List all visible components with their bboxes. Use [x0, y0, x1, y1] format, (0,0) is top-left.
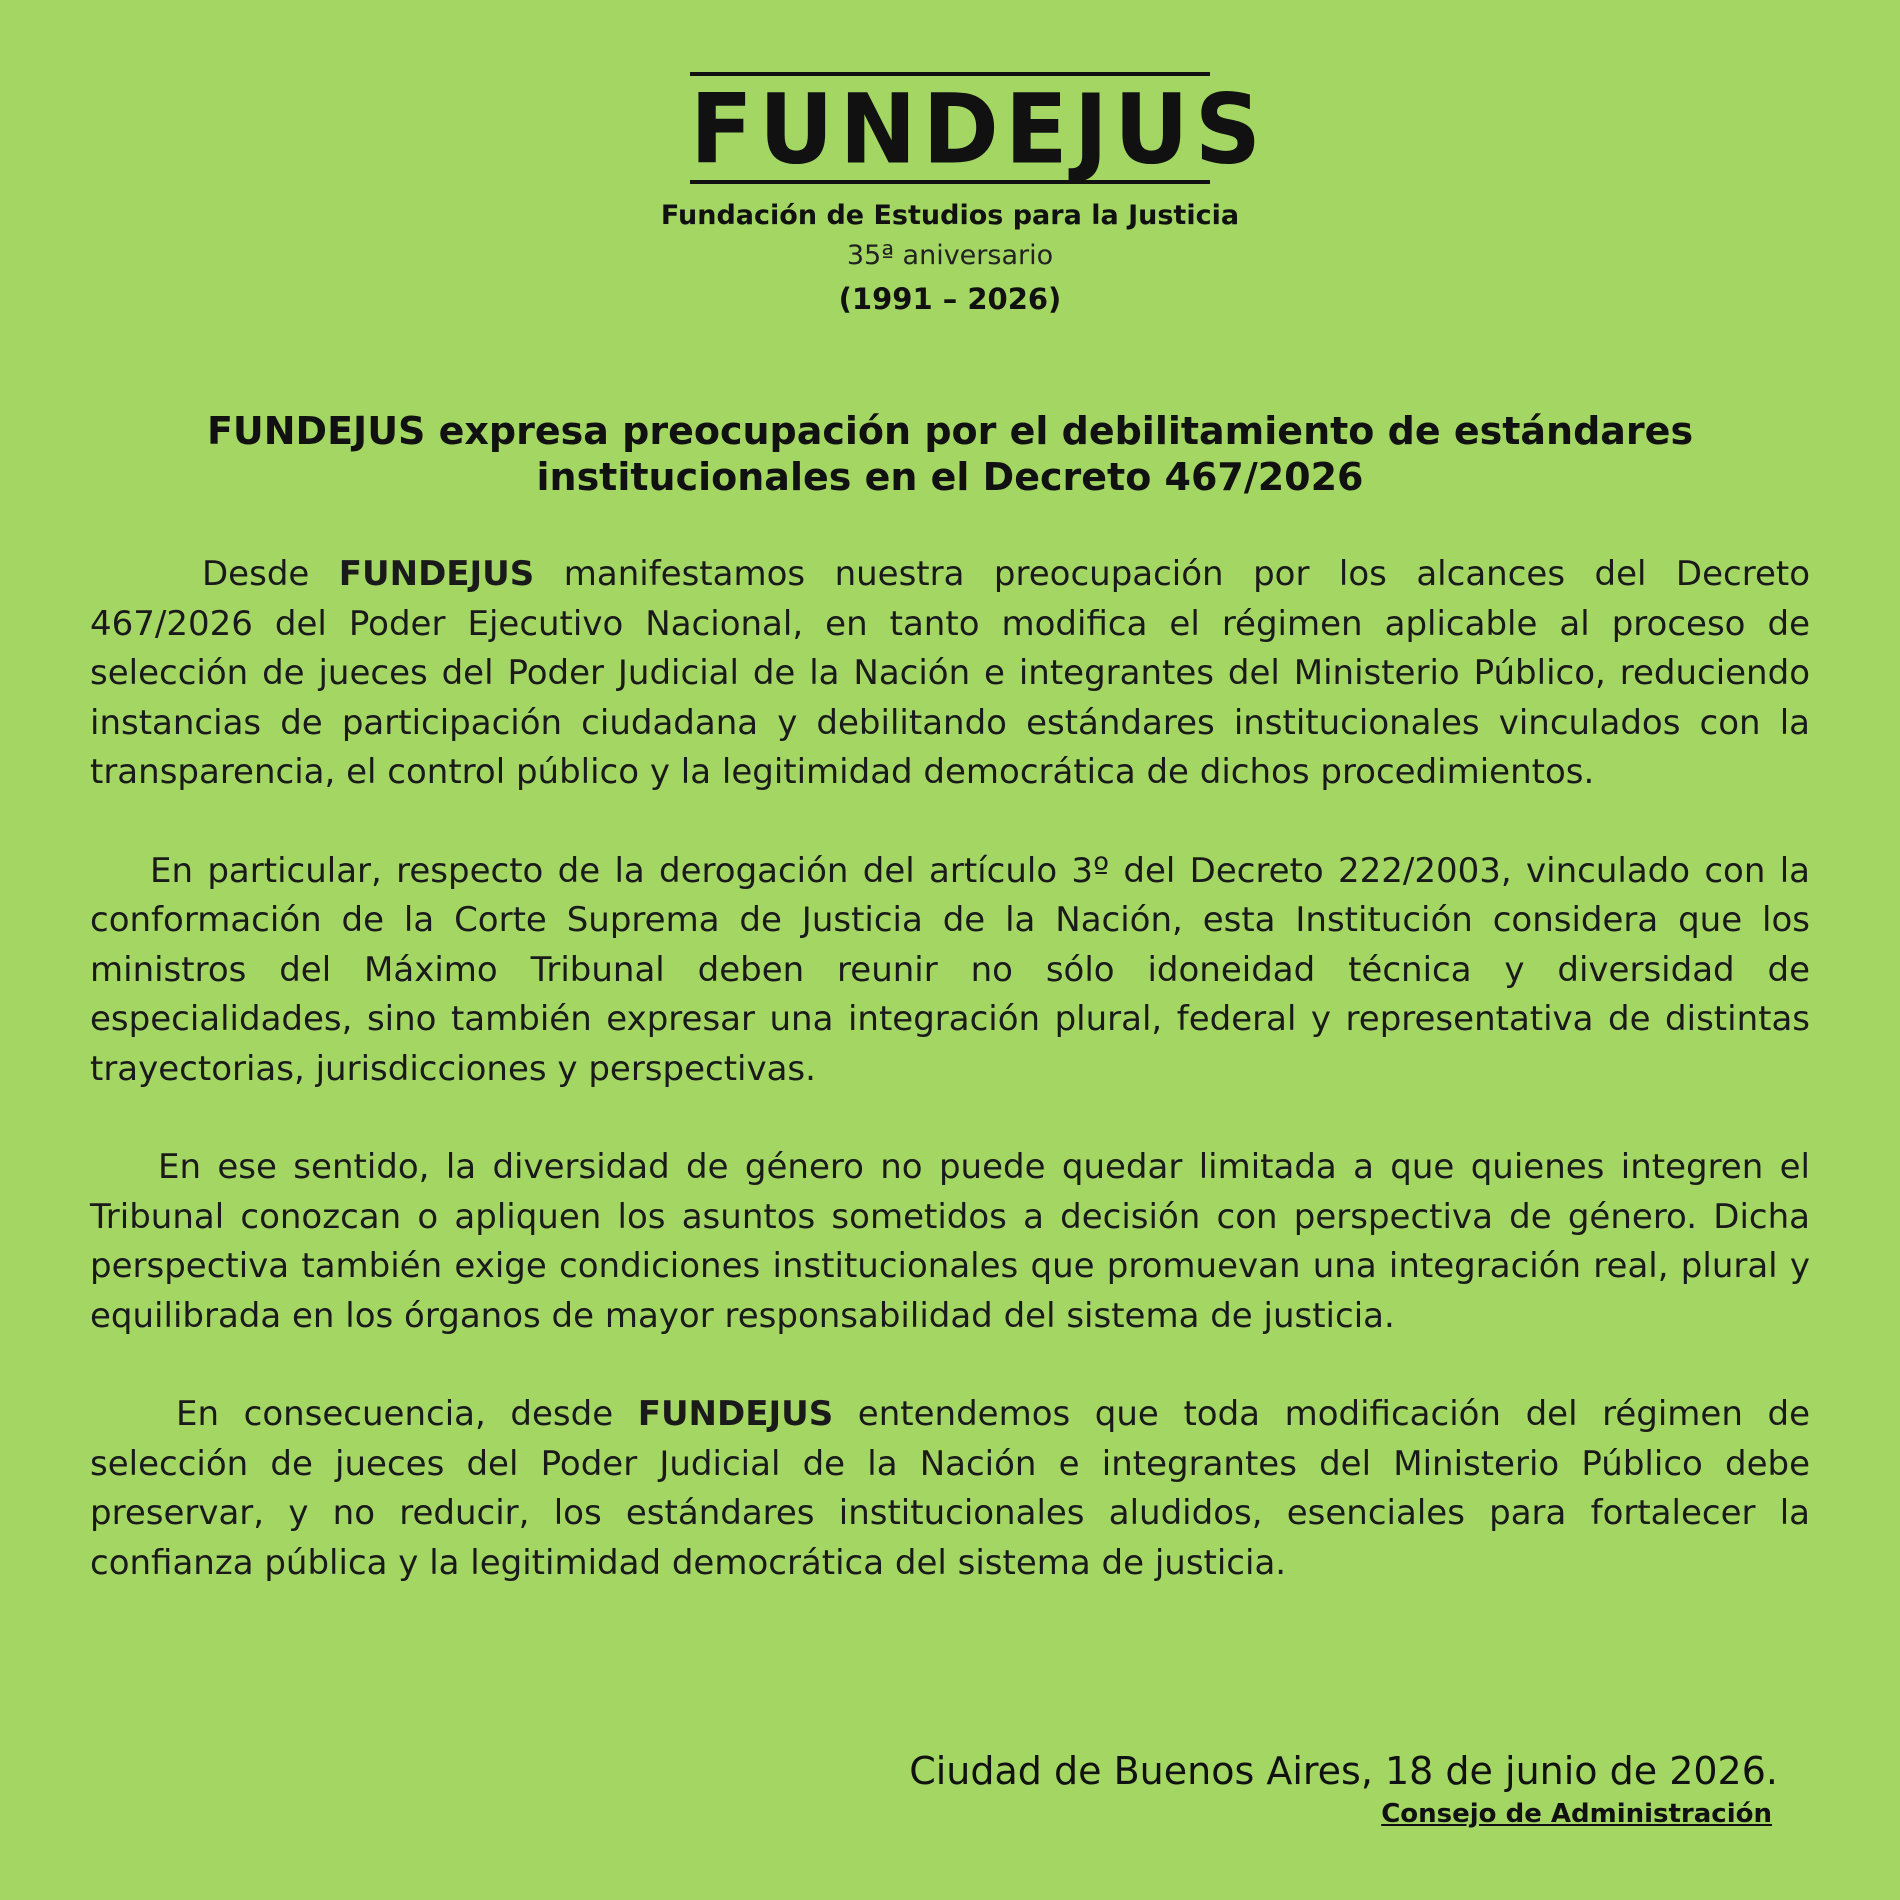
- header: [0, 72, 1900, 322]
- title-line-2: institucionales en el Decreto 467/2026: [536, 455, 1364, 499]
- years-label: (1991 – 2026): [838, 282, 1062, 316]
- paragraph-3: En ese sentido, la diversidad de género no puede quedar limitada a que quienes integren el Tribunal conozcan o apliquen los asuntos sometidos a decisión con perspectiva de género. Dicha perspectiva también exige condiciones institucionales que promuevan una integración real, plural y equilibrada en los órganos de mayor responsabilidad del sistema de justicia.: [90, 1147, 1810, 1336]
- paragraph-4-post: entendemos que toda modificación del régimen de selección de jueces del Poder Judicial de la Nación e integrantes del Ministerio Público debe preservar, y no reducir, los estándares institucionales aludidos, esenciales para fortalecer la confianza pública y la legitimidad democrática del sistema de justicia.: [90, 1394, 1810, 1583]
- paragraph-4-pre: En consecuencia, desde: [176, 1394, 638, 1434]
- document-title: [150, 408, 1750, 500]
- paragraph-1-pre: Desde: [202, 554, 339, 594]
- logo-text: FUNDEJUS: [690, 73, 1267, 186]
- signature: Consejo de Administración: [1381, 1799, 1772, 1829]
- paragraph-1-post: manifestamos nuestra preocupación por los alcances del Decreto 467/2026 del Poder Ejecutivo Nacional, en tanto modifica el régimen aplicable al proceso de selección de jueces del Poder Judicial de la Nación e integrantes del Ministerio Público, reduciendo instancias de participación ciudadana y debilitando estándares institucionales vinculados con la transparencia, el control público y la legitimidad democrática de dichos procedimientos.: [90, 554, 1811, 792]
- paragraph-1-org-bold: FUNDEJUS: [338, 554, 535, 594]
- place-and-date: Ciudad de Buenos Aires, 18 de junio de 2026.: [909, 1749, 1778, 1793]
- anniversary-label: 35ª aniversario: [846, 240, 1054, 271]
- paragraph-1: [90, 550, 1810, 798]
- title-line-1: FUNDEJUS expresa preocupación por el debilitamiento de estándares: [206, 409, 1694, 453]
- paragraph-4-org-bold: FUNDEJUS: [637, 1394, 834, 1434]
- paragraph-4: [90, 1390, 1810, 1588]
- document-body: [90, 550, 1810, 1637]
- paragraph-2: En particular, respecto de la derogación del artículo 3º del Decreto 222/2003, vinculado con la conformación de la Corte Suprema de Justicia de la Nación, esta Institución considera que los ministros del Máximo Tribunal deben reunir no sólo idoneidad técnica y diversidad de especialidades, sino también expresar una integración plural, federal y representativa de distintas trayectorias, jurisdicciones y perspectivas.: [90, 850, 1810, 1089]
- organization-name: Fundación de Estudios para la Justicia: [660, 200, 1240, 231]
- fundejus-logo: [690, 72, 1267, 186]
